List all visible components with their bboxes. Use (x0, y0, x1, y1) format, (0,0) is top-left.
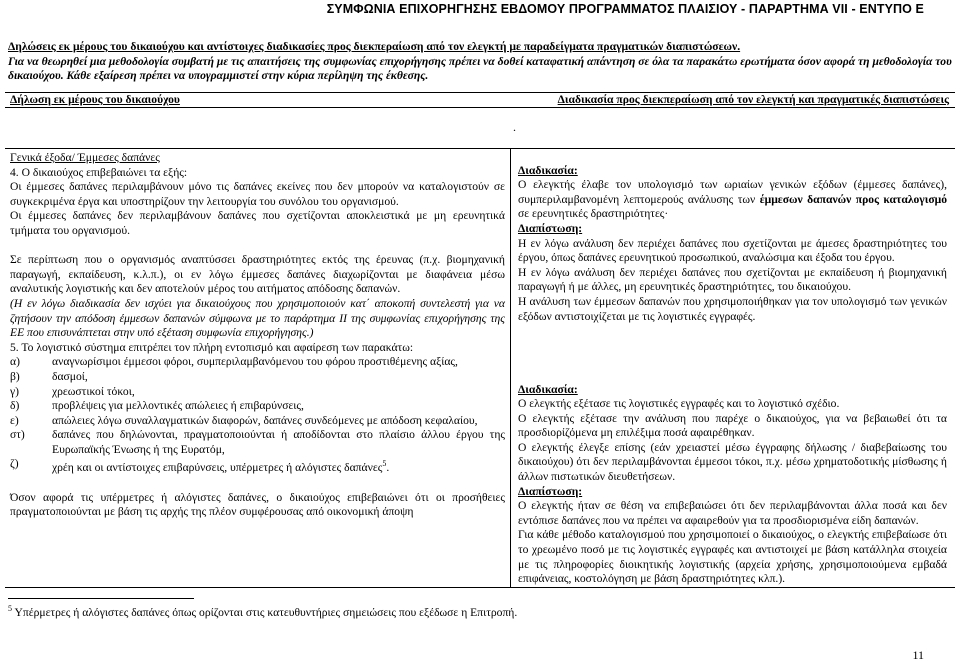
statement-4-b: Οι έμμεσες δαπάνες δεν περιλαμβάνουν δαπάνες που σχετίζονται αποκλειστικά με μη ερευνητικά τμήματα του οργανισμού. (10, 209, 505, 237)
table-header-row (5, 93, 955, 108)
section-title: Γενικά έξοδα/ Έμμεσες δαπάνες (10, 151, 160, 164)
footnote-text: Υπέρμετρες ή αλόγιστες δαπάνες όπως ορίζονται στις κατευθυντήριες σημειώσεις που εξέδωσε η Επιτροπή. (14, 605, 518, 619)
right-column-header: Διαδικασία προς διεκπεραίωση από τον ελεγκτή και πραγματικές διαπιστώσεις (557, 93, 949, 106)
findings-title: Διαπίστωση: (518, 221, 583, 235)
procedure-2c: Ο ελεγκτής έλεγξε επίσης (εάν χρειαστεί μέσω έγγραφης δήλωσης / διαβεβαίωσης του δικαιούχου) ότι δεν περιλαμβάνονται έμμεσοι τόκοι, π.χ. μέσω χρηματοδοτικής μίσθωσης ή άλλων πιστωτικών διευθετήσεων. (518, 440, 947, 484)
blank-row (5, 108, 955, 149)
beneficiary-statement-column (5, 149, 511, 587)
procedure-title: Διαδικασία: (518, 382, 578, 396)
statement-5-last: Όσον αφορά τις υπέρμετρες ή αλόγιστες δαπάνες, ο δικαιούχος επιβεβαιώνει ότι οι προσήθειες πραγματοποιούνται με βάση τις αρχής της πλέον συμφέρουσας από οικονομική άποψη (10, 490, 505, 519)
list-item: ζ) χρέη και οι αντίστοιχες επιβαρύνσεις, υπέρμετρες ή αλόγιστες δαπάνες$^5$. (10, 457, 390, 475)
page-number: 11 (912, 648, 924, 662)
statements-table (5, 92, 955, 588)
list-item: δ) προβλέψεις για μελλοντικές απώλειες ή επιβαρύνσεις, (10, 399, 304, 413)
statement-4-c: Σε περίπτωση που ο οργανισμός αναπτύσσει δραστηριότητες εκτός της έρευνας (π.χ. βιομηχανική παραγωγή, εκπαίδευση, κ.λ.π.), οι εν λόγω έμμεσες δαπάνες διαχωρίζονται με διαφάνεια μέσω αναλυτικής λογιστικής και δεν αποτελούν μέρος του αιτήματος απόδοσης δαπανών. (10, 253, 505, 296)
blank-row-dot: . (513, 120, 516, 134)
intro-heading: Δηλώσεις εκ μέρους του δικαιούχου και αντίστοιχες διαδικασίες προς διεκπεραίωση από τον ελεγκτή με παραδείγματα πραγματικών διαπιστώσεων. (8, 40, 741, 53)
finding-1b: Η εν λόγω ανάλυση δεν περιέχει δαπάνες που σχετίζονται με εκπαίδευση ή βιομηχανική παραγωγή ή με άλλες, μη ερευνητικές δραστηριότητες, του δικαιούχου. (518, 265, 947, 294)
list-item: α) αναγνωρίσιμοι έμμεσοι φόροι, συμπεριλαμβανόμενου του φόρου προστιθέμενης αξίας, (10, 355, 458, 369)
footnote-ref: 5 (382, 459, 387, 469)
left-column-header: Δήλωση εκ μέρους του δικαιούχου (10, 93, 180, 106)
footnote-number: 5 (8, 604, 12, 613)
findings-title: Διαπίστωση: (518, 484, 583, 498)
list-item: ε) απώλειες λόγω συναλλαγματικών διαφορών, δαπάνες συνδεόμενες με απόδοση κεφαλαίου, (10, 413, 478, 427)
finding-2b: Για κάθε μέθοδο καταλογισμού που χρησιμοποιεί ο δικαιούχος, ο ελεγκτής επιβεβαίωσε ότι το χρεωμένο ποσό με τις λογιστικές εγγραφές και αντιστοιχεί με βάση κατάλληλα στοιχεία με τις πληροφορίες διοικητικής λογιστικής (αρχεία χρήσης, χρησιμοποιούμενα εμβαδά επιφάνειας, κοστολόγηση με βάση δραστηριότητες κλπ.). (518, 528, 947, 586)
statement-4-a: Οι έμμεσες δαπάνες περιλαμβάνουν μόνο τις δαπάνες εκείνες που δεν μπορούν να καταλογιστούν σε συγκεκριμένα έργα και υποστηρίζουν την λειτουργία του συνόλου του οργανισμού. (10, 180, 505, 208)
auditor-procedure-column (511, 149, 955, 587)
finding-2a: Ο ελεγκτής ήταν σε θέση να επιβεβαιώσει ότι δεν περιλαμβάνονται άλλα ποσά και δεν εντόπισε δαπάνες που να πρέπει να αφαιρεθούν για τα προσδιορισμένα είδη δαπανών. (518, 499, 947, 527)
list-item: γ) χρεωστικοί τόκοι, (10, 384, 135, 398)
list-item: β) δασμοί, (10, 369, 88, 383)
content-row (5, 149, 955, 588)
intro-section (8, 40, 952, 84)
statement-5-intro: 5. Το λογιστικό σύστημα επιτρέπει τον πλήρη εντοπισμό και αφαίρεση των παρακάτω: (10, 340, 414, 354)
statement-4-note: (Η εν λόγω διαδικασία δεν ισχύει για δικαιούχους που χρησιμοποιούν κατ΄ αποκοπή συντελεστή για να ζητήσουν την απόδοση έμμεσων δαπανών σύμφωνα με το παράρτημα II της συμφωνίας επιχορήγησης της ΕΕ που επισυνάπτεται στην υπό εξέταση συμφωνία επιχορήγησης.) (10, 296, 505, 340)
finding-1a: Η εν λόγω ανάλυση δεν περιέχει δαπάνες που σχετίζονται με άμεσες δραστηριότητες του έργου, όπως δαπάνες ερευνητικού προσωπικού, αναλώσιμα και έξοδα του έργου. (518, 236, 947, 265)
footnote (8, 604, 517, 619)
document-header-title: ΣΥΜΦΩΝΙΑ ΕΠΙΧΟΡΗΓΗΣΗΣ ΕΒΔΟΜΟΥ ΠΡΟΓΡΑΜΜΑΤΟΣ ΠΛΑΙΣΙΟΥ - ΠΑΡΑΡΤΗΜΑ VII - ΕΝΤΥΠΟ Ε (326, 2, 924, 16)
footnote-separator (8, 598, 194, 599)
procedure-title: Διαδικασία: (518, 163, 578, 177)
procedure-2a: Ο ελεγκτής εξέτασε τις λογιστικές εγγραφές και το λογιστικό σχέδιο. (518, 397, 840, 411)
intro-instructions: Για να θεωρηθεί μια μεθοδολογία συμβατή με τις απαιτήσεις της συμφωνίας επιχορήγησης πρέπει να δοθεί καταφατική απάντηση σε όλα τα παρακάτω ερωτήματα όσον αφορά τη μεθοδολογία του δικαιούχου. Κάθε εξαίρεση πρέπει να υπογραμμιστεί στην κύρια περίληψη της έκθεσης. (8, 54, 952, 83)
procedure-2b: Ο ελεγκτής εξέτασε την ανάλυση που παρέχε ο δικαιούχος, για να βεβαιωθεί ότι τα προσδιορίζόμενα μη επιλέξιμα ποσά αφαιρέθηκαν. (518, 411, 947, 440)
list-item: στ) δαπάνες που δηλώνονται, πραγματοποιούνται ή αποδίδονται στο πλαίσιο άλλου έργου της Ευρωπαϊκής Ένωσης ή της Ευρατόμ, (10, 428, 505, 456)
finding-1c: Η ανάλυση των έμμεσων δαπανών που χρησιμοποιήθηκαν για τον υπολογισμό των γενικών εξόδων αντιστοιχίζεται με τις λογιστικές εγγραφές. (518, 294, 947, 323)
procedure-1: Ο ελεγκτής έλαβε τον υπολογισμό των ωριαίων γενικών εξόδων (έμμεσες δαπάνες), συμπεριλαμβανομένη λεπτομερούς ανάλυσης των έμμεσων δαπανών προς καταλογισμό σε ερευνητικές δραστηριότητες· (518, 178, 947, 221)
statement-4-intro: 4. Ο δικαιούχος επιβεβαιώνει τα εξής: (10, 165, 188, 179)
